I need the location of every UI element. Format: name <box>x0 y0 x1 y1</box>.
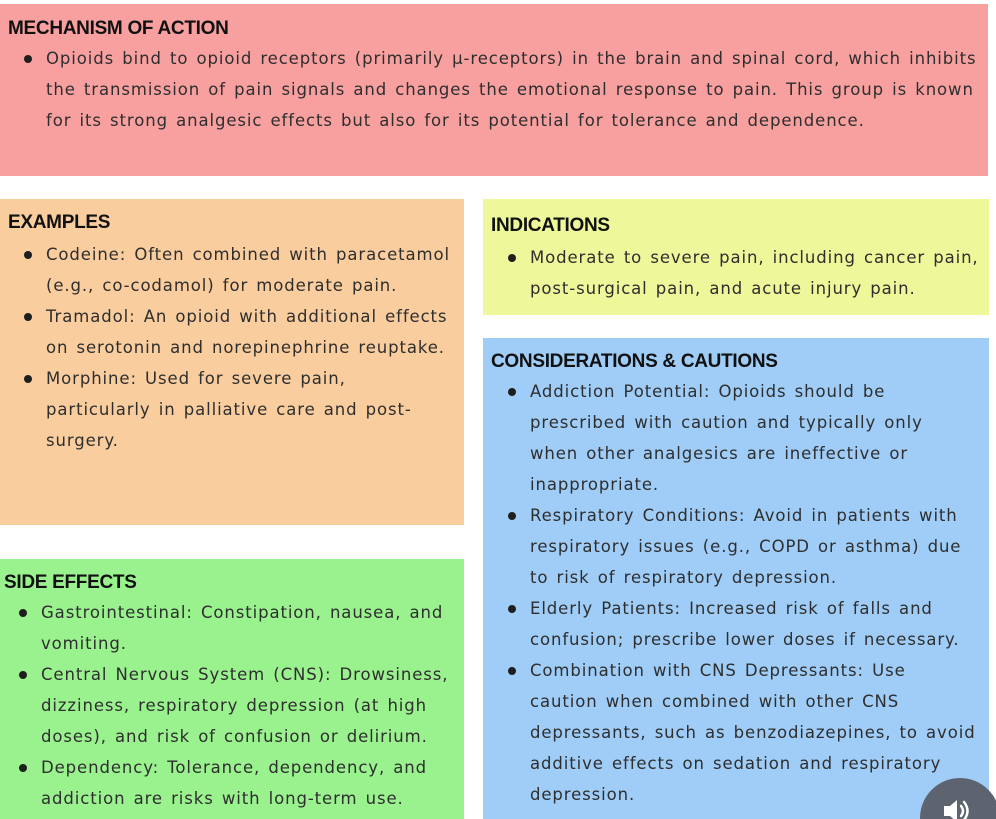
bullet-icon <box>508 254 516 262</box>
list-item-text: Addiction Potential: Opioids should be prescribed with caution and typically only when other analgesics are ineffective or inappropriate. <box>530 382 923 494</box>
indications-card <box>483 199 989 315</box>
bullet-icon <box>508 512 516 520</box>
bullet-icon <box>19 609 27 617</box>
list-item <box>46 301 454 363</box>
list-item <box>530 242 979 304</box>
list-item <box>41 752 454 814</box>
examples-list <box>46 239 454 456</box>
list-item-text: Tramadol: An opioid with additional effects on serotonin and norepinephrine reuptake. <box>46 307 448 357</box>
list-item <box>46 363 454 456</box>
indications-heading: INDICATIONS <box>491 215 610 236</box>
list-item <box>530 376 979 500</box>
list-item-text: Opioids bind to opioid receptors (primarily μ-receptors) in the brain and spinal cord, which inhibits the transmission of pain signals and changes the emotional response to pain. This group is known for its strong analgesic effects but also for its potential for tolerance and dependence. <box>46 49 977 130</box>
list-item-text: Moderate to severe pain, including cancer pain, post-surgical pain, and acute injury pain. <box>530 248 979 298</box>
indications-list <box>530 242 979 304</box>
list-item-text: Dependency: Tolerance, dependency, and addiction are risks with long-term use. <box>41 758 427 808</box>
examples-heading: EXAMPLES <box>8 212 111 233</box>
bullet-icon <box>24 251 32 259</box>
list-item-text: Morphine: Used for severe pain, particularly in palliative care and post-surgery. <box>46 369 412 450</box>
list-item <box>530 500 979 593</box>
list-item <box>530 593 979 655</box>
bullet-icon <box>24 55 32 63</box>
side-effects-heading: SIDE EFFECTS <box>4 572 137 593</box>
speaker-icon <box>942 798 972 819</box>
bullet-icon <box>24 375 32 383</box>
list-item-text: Codeine: Often combined with paracetamol (e.g., co-codamol) for moderate pain. <box>46 245 450 295</box>
bullet-icon <box>508 388 516 396</box>
mechanism-heading: MECHANISM OF ACTION <box>8 18 229 39</box>
considerations-card <box>483 338 989 819</box>
list-item <box>46 43 978 136</box>
examples-card <box>0 199 464 525</box>
side-effects-list <box>41 597 454 814</box>
bullet-icon <box>508 667 516 675</box>
list-item-text: Combination with CNS Depressants: Use caution when combined with other CNS depressants, such as benzodiazepines, to avoid additive effects on sedation and respiratory depression. <box>530 661 976 804</box>
considerations-heading: CONSIDERATIONS & CAUTIONS <box>491 351 778 372</box>
list-item <box>46 239 454 301</box>
bullet-icon <box>19 764 27 772</box>
list-item-text: Central Nervous System (CNS): Drowsiness, dizziness, respiratory depression (at high doses), and risk of confusion or delirium. <box>41 665 449 746</box>
side-effects-card <box>0 559 464 819</box>
considerations-list <box>530 376 979 810</box>
mechanism-of-action-card <box>0 4 988 176</box>
list-item <box>530 655 979 810</box>
list-item-text: Gastrointestinal: Constipation, nausea, and vomiting. <box>41 603 444 653</box>
bullet-icon <box>24 313 32 321</box>
bullet-icon <box>19 671 27 679</box>
bullet-icon <box>508 605 516 613</box>
mechanism-list <box>46 43 978 136</box>
list-item <box>41 659 454 752</box>
list-item <box>41 597 454 659</box>
list-item-text: Respiratory Conditions: Avoid in patients with respiratory issues (e.g., COPD or asthma) due to risk of respiratory depression. <box>530 506 962 587</box>
list-item-text: Elderly Patients: Increased risk of falls and confusion; prescribe lower doses if necessary. <box>530 599 960 649</box>
